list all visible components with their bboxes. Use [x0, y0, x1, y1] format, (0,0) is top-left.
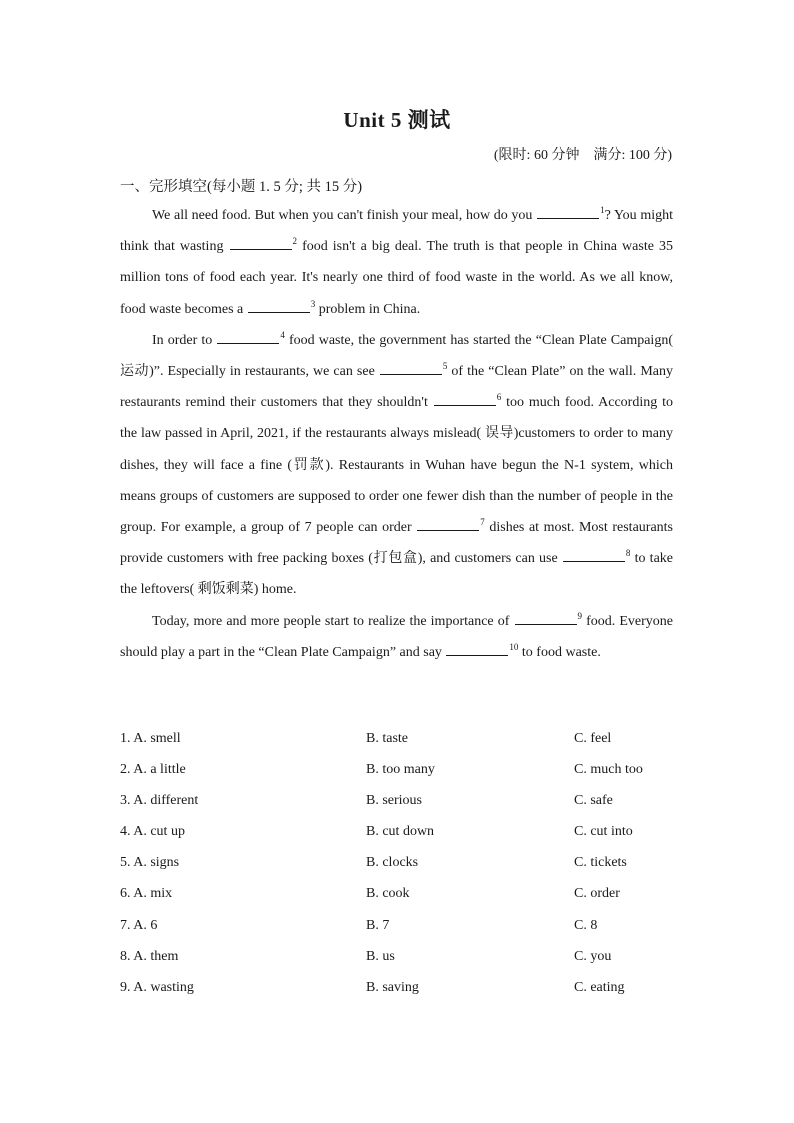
blank-number: 9 — [577, 610, 582, 621]
blank-number: 3 — [310, 298, 316, 309]
option-a[interactable]: 4. A. cut up — [120, 824, 185, 840]
option-a[interactable]: 9. A. wasting — [120, 979, 194, 995]
option-a[interactable]: 3. A. different — [120, 793, 199, 809]
option-b[interactable]: B. too many — [366, 762, 435, 778]
time-limit: (限时: 60 分钟 满分: 100 分) — [493, 148, 672, 163]
blank-5[interactable] — [380, 360, 442, 375]
option-row — [120, 731, 680, 762]
blank-number: 2 — [292, 236, 298, 247]
blank-number: 10 — [509, 641, 519, 652]
blank-3[interactable] — [248, 298, 310, 313]
option-row — [120, 918, 680, 949]
blank-number: 6 — [496, 392, 502, 403]
option-c[interactable]: C. cut into — [574, 824, 633, 840]
option-a[interactable]: 6. A. mix — [120, 886, 173, 902]
answer-options — [120, 731, 680, 1011]
blank-4[interactable] — [217, 329, 279, 344]
blank-number: 1 — [600, 205, 605, 215]
option-b[interactable]: B. clocks — [366, 855, 419, 871]
option-c[interactable]: C. eating — [574, 979, 625, 995]
option-row — [120, 949, 680, 980]
option-c[interactable]: C. order — [574, 886, 620, 902]
option-a[interactable]: 7. A. 6 — [120, 917, 158, 933]
option-row — [120, 855, 680, 886]
option-a[interactable]: 8. A. them — [120, 948, 179, 964]
option-row — [120, 886, 680, 917]
option-b[interactable]: B. saving — [366, 979, 419, 995]
option-c[interactable]: C. much too — [574, 762, 643, 778]
blank-6[interactable] — [434, 391, 496, 406]
option-b[interactable]: B. us — [366, 948, 395, 964]
blank-number: 7 — [480, 517, 485, 528]
option-b[interactable]: B. cut down — [366, 824, 435, 840]
blank-number: 8 — [625, 548, 631, 559]
blank-10[interactable] — [446, 641, 508, 656]
option-b[interactable]: B. serious — [366, 793, 422, 809]
cloze-passage — [120, 200, 673, 668]
blank-8[interactable] — [563, 547, 625, 562]
blank-number: 4 — [280, 329, 285, 340]
option-b[interactable]: B. taste — [366, 731, 408, 746]
passage-paragraph-3: Today, more and more people start to realize the importance of $^9$ food. Everyone should play a part in the “Clean Plate Campaign” and say $^{10}$ to food waste. — [120, 610, 673, 660]
option-a[interactable]: 1. A. smell — [120, 731, 181, 746]
option-c[interactable]: C. tickets — [574, 855, 627, 871]
blank-9[interactable] — [515, 610, 577, 625]
section-heading: 一、完形填空(每小题 1. 5 分; 共 15 分) — [120, 179, 363, 195]
option-b[interactable]: B. 7 — [366, 917, 390, 933]
blank-2[interactable] — [230, 235, 292, 250]
blank-1[interactable] — [537, 204, 599, 219]
option-c[interactable]: C. you — [574, 948, 612, 964]
option-a[interactable]: 5. A. signs — [120, 855, 180, 871]
blank-number: 5 — [442, 361, 448, 372]
blank-7[interactable] — [417, 516, 479, 531]
option-c[interactable]: C. 8 — [574, 917, 598, 933]
option-row — [120, 793, 680, 824]
option-b[interactable]: B. cook — [366, 886, 410, 902]
passage-paragraph-1: We all need food. But when you can't finish your meal, how do you $^1$? You might think that wasting $^2$ food isn't a big deal. The truth is that people in China waste 35 million tons of food each year. It's nearly one third of food waste in the world. As we all know, food waste becomes a $^3$ problem in China. — [120, 205, 673, 317]
passage-paragraph-2: In order to $^4$ food waste, the government has started the “Clean Plate Campaign( 运动)”. Especially in restaurants, we can see $^5$ of the “Clean Plate” on the wall. Many restaurants remind their customers that they shouldn't $^6$ too much food. According to the law passed in April, 2021, if the restaurants always mislead( 误导)customers to order to many dishes, they will face a fine (罚款). Restaurants in Wuhan have begun the N-1 system, which means groups of customers are supposed to order one fewer dish than the number of people in the group. For example, a group of 7 people can order $^7$ dishes at most. Most restaurants provide customers with free packing boxes (打包盒), and customers can use $^8$ to take the leftovers( 剩饭剩菜) home. — [120, 329, 673, 598]
option-c[interactable]: C. safe — [574, 793, 613, 809]
option-a[interactable]: 2. A. a little — [120, 762, 186, 778]
option-row — [120, 762, 680, 793]
option-row — [120, 980, 680, 1011]
page-title: Unit 5 测试 — [343, 108, 451, 132]
option-c[interactable]: C. feel — [574, 731, 612, 746]
option-row — [120, 824, 680, 855]
